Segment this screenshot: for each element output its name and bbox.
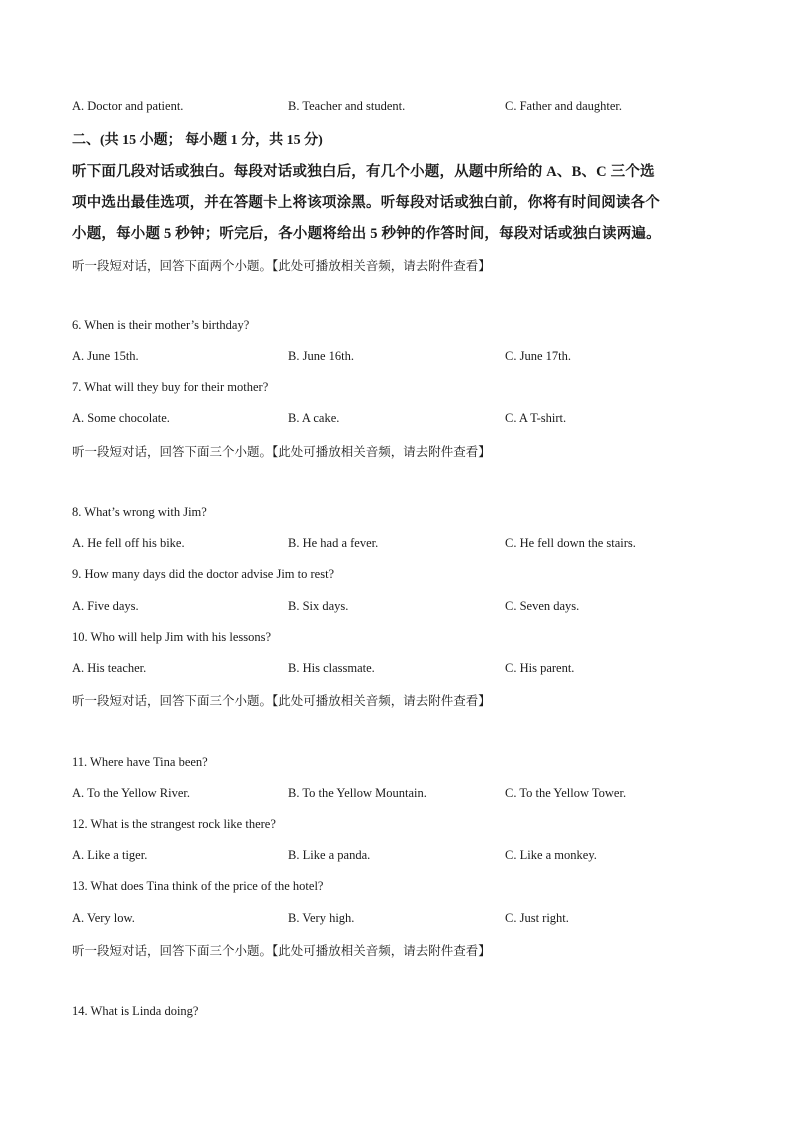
q13-option-c: C. Just right. xyxy=(505,911,569,925)
q7-option-c: C. A T-shirt. xyxy=(505,411,567,425)
q10-options xyxy=(72,661,752,679)
q11-options xyxy=(72,786,752,804)
q10-option-a: A. His teacher. xyxy=(72,661,147,675)
q12-options xyxy=(72,848,752,866)
q8-options xyxy=(72,536,752,554)
q7-option-a: A. Some chocolate. xyxy=(72,411,170,425)
q13-option-a: A. Very low. xyxy=(72,911,135,925)
q5-option-c: C. Father and daughter. xyxy=(505,99,622,113)
q12-option-b: B. Like a panda. xyxy=(288,848,371,862)
q6-option-c: C. June 17th. xyxy=(505,349,571,363)
q9-options xyxy=(72,599,752,617)
q6-option-b: B. June 16th. xyxy=(288,349,354,363)
audio-note: 听一段短对话，回答下面两个小题。【此处可播放相关音频，请去附件查看】 xyxy=(72,258,491,273)
q13-options xyxy=(72,911,752,929)
q6-options xyxy=(72,349,752,367)
question-6: 6. When is their mother’s birthday? xyxy=(72,318,250,332)
section-2-heading: 二、(共 15 小题； 每小题 1 分，共 15 分) xyxy=(72,133,323,148)
audio-note: 听一段短对话，回答下面三个小题。【此处可播放相关音频，请去附件查看】 xyxy=(72,444,491,459)
question-14: 14. What is Linda doing? xyxy=(72,1004,199,1018)
q8-option-c: C. He fell down the stairs. xyxy=(505,536,636,550)
q7-option-b: B. A cake. xyxy=(288,411,340,425)
question-7: 7. What will they buy for their mother? xyxy=(72,380,269,394)
question-11: 11. Where have Tina been? xyxy=(72,755,208,769)
q9-option-c: C. Seven days. xyxy=(505,599,580,613)
instructions-line-2: 项中选出最佳选项，并在答题卡上将该项涂黑。听每段对话或独白前，你将有时间阅读各个 xyxy=(72,195,660,211)
q13-option-b: B. Very high. xyxy=(288,911,355,925)
audio-note: 听一段短对话，回答下面三个小题。【此处可播放相关音频，请去附件查看】 xyxy=(72,693,491,708)
q12-option-c: C. Like a monkey. xyxy=(505,848,597,862)
q5-options xyxy=(72,99,752,117)
q8-option-b: B. He had a fever. xyxy=(288,536,379,550)
instructions-line-3: 小题，每小题 5 秒钟；听完后，各小题将给出 5 秒钟的作答时间，每段对话或独白读两遍。 xyxy=(72,226,661,242)
question-9: 9. How many days did the doctor advise Jim to rest? xyxy=(72,567,335,581)
q11-option-c: C. To the Yellow Tower. xyxy=(505,786,627,800)
q8-option-a: A. He fell off his bike. xyxy=(72,536,185,550)
q5-option-a: A. Doctor and patient. xyxy=(72,99,184,113)
q7-options xyxy=(72,411,752,429)
q5-option-b: B. Teacher and student. xyxy=(288,99,406,113)
q9-option-a: A. Five days. xyxy=(72,599,139,613)
q9-option-b: B. Six days. xyxy=(288,599,349,613)
q10-option-c: C. His parent. xyxy=(505,661,575,675)
q11-option-b: B. To the Yellow Mountain. xyxy=(288,786,427,800)
q6-option-a: A. June 15th. xyxy=(72,349,139,363)
audio-note: 听一段短对话，回答下面三个小题。【此处可播放相关音频，请去附件查看】 xyxy=(72,943,491,958)
q10-option-b: B. His classmate. xyxy=(288,661,375,675)
q11-option-a: A. To the Yellow River. xyxy=(72,786,190,800)
question-10: 10. Who will help Jim with his lessons? xyxy=(72,630,272,644)
instructions-line-1: 听下面几段对话或独白。每段对话或独白后，有几个小题，从题中所给的 A、B、C 三个选 xyxy=(72,164,655,180)
question-8: 8. What’s wrong with Jim? xyxy=(72,505,207,519)
question-12: 12. What is the strangest rock like there? xyxy=(72,817,276,831)
q12-option-a: A. Like a tiger. xyxy=(72,848,148,862)
question-13: 13. What does Tina think of the price of the hotel? xyxy=(72,879,324,893)
